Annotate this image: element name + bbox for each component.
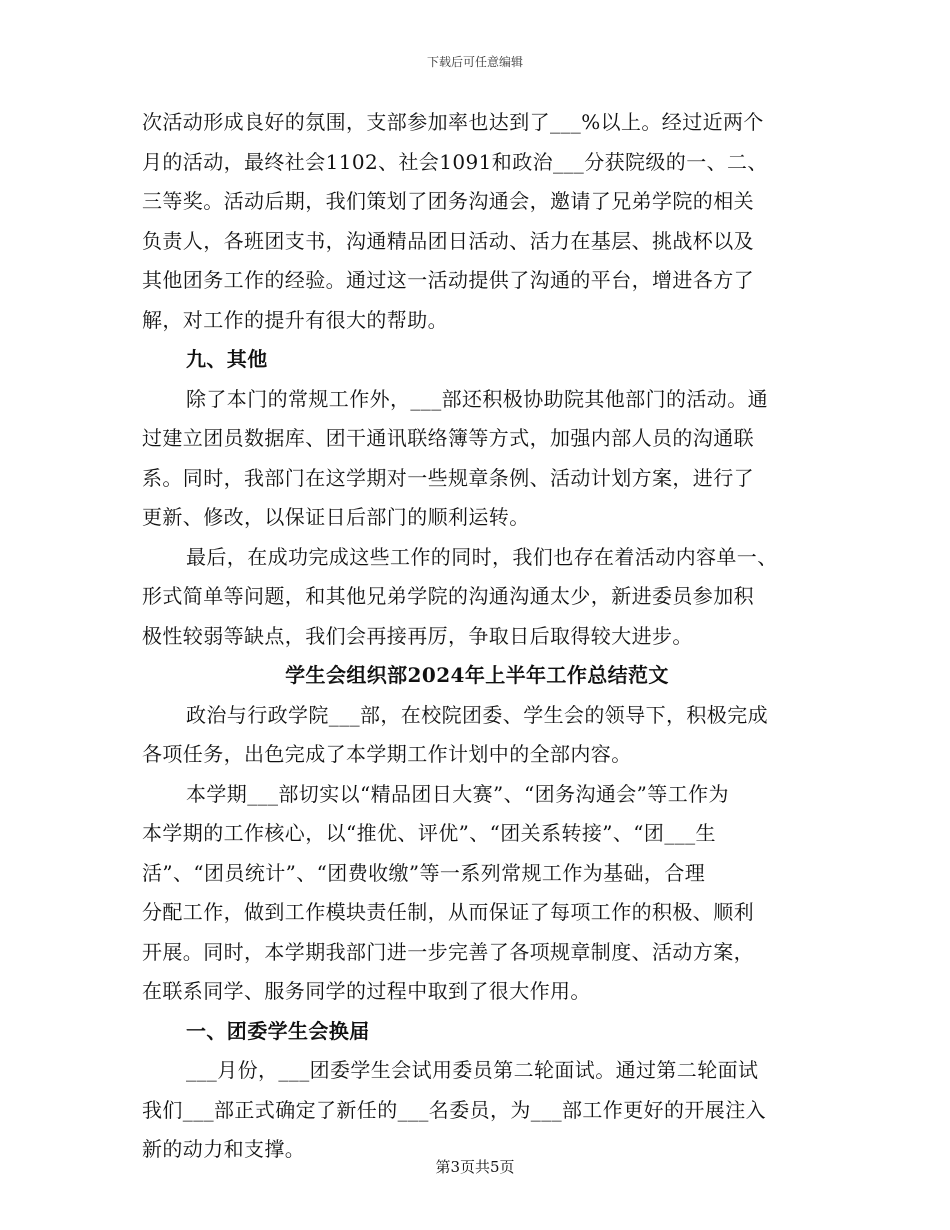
- paragraph-line: 政治与行政学院___部，在校院团委、学生会的领导下，积极完成: [186, 702, 768, 727]
- paragraph-line: 更新、修改，以保证日后部门的顺利运转。: [142, 505, 530, 529]
- paragraph-line: 解，对工作的提升有很大的帮助。: [142, 307, 448, 332]
- document-title: 学生会组织部2024年上半年工作总结范文: [285, 663, 669, 687]
- paragraph-line: 极性较弱等缺点，我们会再接再厉，争取日后取得较大进步。: [142, 623, 693, 648]
- paragraph-line: 次活动形成良好的氛围，支部参加率也达到了___%以上。经过近两个: [142, 110, 764, 134]
- paragraph-line: 月的活动，最终社会1102、社会1091和政治___分获院级的一、二、: [142, 149, 768, 174]
- page-header: 下载后可任意编辑: [426, 55, 523, 69]
- page-footer: 第3页共5页: [435, 1158, 515, 1176]
- paragraph-line: 本学期___部切实以“精品团日大赛”、“团务沟通会”等工作为: [186, 781, 729, 806]
- section-heading: 九、其他: [186, 347, 268, 371]
- document-body: [142, 103, 812, 1170]
- paragraph-line: 系。同时，我部门在这学期对一些规章条例、活动计划方案，进行了: [142, 465, 754, 490]
- paragraph-line: 过建立团员数据库、团干通讯联络簿等方式，加强内部人员的沟通联: [142, 426, 754, 450]
- paragraph-line: 开展。同时，本学期我部门进一步完善了各项规章制度、活动方案，: [142, 939, 754, 964]
- paragraph-line: 活”、“团员统计”、“团费收缴”等一系列常规工作为基础，合理: [142, 860, 706, 885]
- paragraph-line: 负责人，各班团支书，沟通精品团日活动、活力在基层、挑战杯以及: [142, 228, 754, 253]
- paragraph-line: 三等奖。活动后期，我们策划了团务沟通会，邀请了兄弟学院的相关: [142, 189, 754, 213]
- paragraph-line: 最后，在成功完成这些工作的同时，我们也存在着活动内容单一、: [186, 544, 778, 569]
- paragraph-line: 各项任务，出色完成了本学期工作计划中的全部内容。: [142, 742, 632, 766]
- paragraph-line: ___月份，___团委学生会试用委员第二轮面试。通过第二轮面试: [186, 1058, 759, 1082]
- paragraph-line: 本学期的工作核心，以“推优、评优”、“团关系转接”、“团___生: [142, 821, 716, 845]
- paragraph-line: 分配工作，做到工作模块责任制，从而保证了每项工作的积极、顺利: [142, 900, 754, 924]
- paragraph-line: 在联系同学、服务同学的过程中取到了很大作用。: [142, 979, 591, 1003]
- paragraph-line: 新的动力和支撑。: [142, 1137, 306, 1161]
- paragraph-line: 形式简单等问题，和其他兄弟学院的沟通沟通太少，新进委员参加积: [142, 584, 754, 608]
- paragraph-line: 其他团务工作的经验。通过这一活动提供了沟通的平台，增进各方了: [142, 268, 754, 292]
- paragraph-line: 我们___部正式确定了新任的___名委员，为___部工作更好的开展注入: [142, 1097, 766, 1122]
- section-heading: 一、团委学生会换届: [186, 1018, 370, 1043]
- paragraph-line: 除了本门的常规工作外，___部还积极协助院其他部门的活动。通: [186, 386, 768, 411]
